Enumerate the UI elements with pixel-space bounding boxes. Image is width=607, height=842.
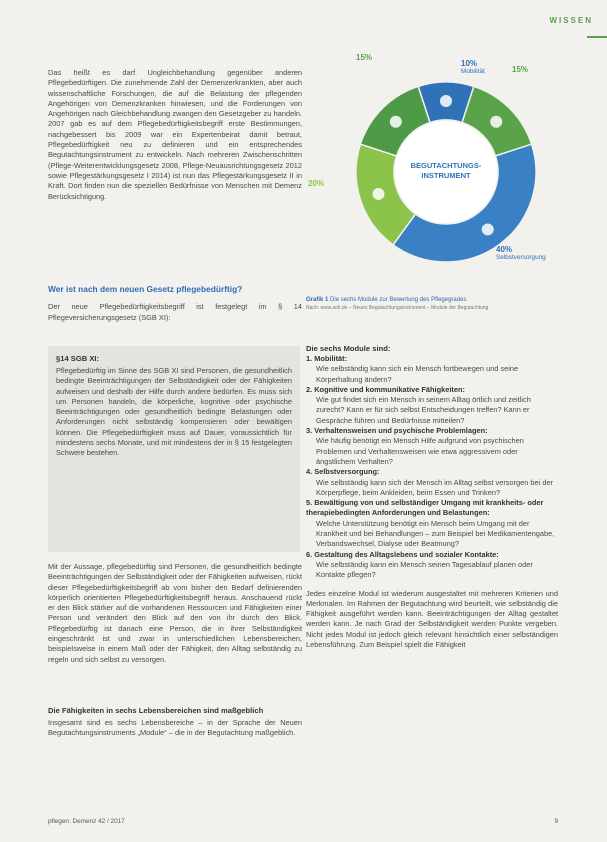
after-box-text-block bbox=[48, 562, 302, 665]
journal-name: pflegen: Demenz 42 / 2017 bbox=[48, 818, 125, 825]
module-description: Wie häufig benötigt ein Mensch Hilfe aufgrund von psychischen Problemen und Verhaltensweisen wie etwa aggressivem oder ängstlichem Verhalten? bbox=[316, 436, 524, 466]
label-slice-top-left bbox=[356, 54, 416, 62]
label-pct: 40% bbox=[496, 245, 513, 254]
label-slice-therapy bbox=[308, 180, 356, 188]
question-heading: Wer ist nach dem neuen Gesetz pflegebedürftig? bbox=[48, 284, 243, 294]
modules-list bbox=[306, 354, 558, 581]
label-pct: 15% bbox=[356, 53, 373, 62]
law-box bbox=[48, 346, 300, 552]
module-description: Welche Unterstützung benötigt ein Mensch beim Umgang mit der Krankheit und bei Behandlungen – zum Beispiel bei Medikamentengabe, Verbandswechsel, Dialyse oder Beatmung? bbox=[316, 518, 555, 549]
label-slice-cognitive bbox=[512, 66, 564, 74]
module-title: 6. Gestaltung des Alltagslebens und sozialer Kontakte: bbox=[306, 549, 499, 559]
module-title: 3. Verhaltensweisen und psychische Problemlagen: bbox=[306, 426, 488, 436]
label-pct: 15% bbox=[512, 65, 529, 74]
caption-label: Grafik 1 bbox=[306, 297, 329, 303]
section-header: WISSEN bbox=[549, 16, 593, 25]
after-box-paragraph: Mit der Aussage, pflegebedürftig sind Personen, die gesundheitlich bedingte Beeinträchtigungen der Selbständigkeit oder der Fähigkeiten aufweisen, rückt dieser Pflegebedürftigkeitsbegriff ab vom bisher den Bedarf definierenden körperlich orientierten Pflegebedürftigkeitsbegriff heraus. Anschauend rückt er den Blick stärker auf die vorhandenen Ressourcen und Fähigkeiten einer Person und verändert den Blick auf den von ihr durch den Blick. Pflegebedürftig ist danach eine Person, die in ihrer Selbständigkeit eingeschränkt ist und zwar in unterschiedlichen Lebensbereichen, beispielsweise in einem Maß oder der Fähigkeit, den Alltag selbständig zu regeln und sich selbst zu versorgen. bbox=[48, 562, 302, 664]
chart-title: BEGUTACHTUNGS-INSTRUMENT bbox=[410, 161, 482, 180]
label-text: Mobilität bbox=[461, 68, 485, 75]
intro-text-block bbox=[48, 68, 302, 202]
page-number: 9 bbox=[554, 818, 558, 825]
question-section bbox=[48, 284, 302, 323]
module-chart bbox=[306, 50, 566, 295]
module-title: 4. Selbstversorgung: bbox=[306, 467, 380, 477]
module-title: 1. Mobilität: bbox=[306, 354, 348, 363]
module-item bbox=[306, 467, 558, 498]
module-description: Wie selbständig kann ein Mensch seinen Tagesablauf planen oder Kontakte pflegen? bbox=[316, 559, 533, 580]
slice-icon bbox=[482, 223, 494, 235]
label-slice-mobility bbox=[461, 60, 511, 76]
module-title: 5. Bewältigung von und selbständiger Umgang mit krankheits- oder therapiebedingten Anforderungen und Belastungen: bbox=[306, 498, 544, 518]
law-box-text: Pflegebedürftig im Sinne des SGB XI sind Personen, die gesundheitlich bedingte Beeinträchtigungen der Selbständigkeit oder der Fähigkeiten aufweisen und deshalb der Hilfe durch andere bedürfen. Es muss sich um Personen handeln, die körperliche, kognitive oder psychische Beeinträchtigungen oder gesundheitlich bedingte Belastungen oder Anforderungen nicht selbständig kompensieren oder bewältigen können. Die Pflegebedürftigkeit muss auf Dauer, voraussichtlich für mindestens sechs Monate, und mit mindestens der in § 15 festgelegten Schwere bestehen. bbox=[56, 366, 292, 458]
caption-text: Die sechs Module zur Bewertung des Pflegegrades bbox=[330, 297, 467, 303]
label-pct: 20% bbox=[308, 179, 325, 188]
module-title: 2. Kognitive und kommunikative Fähigkeiten: bbox=[306, 384, 465, 394]
module-item bbox=[306, 498, 558, 549]
abilities-section bbox=[48, 706, 302, 739]
modules-heading: Die sechs Module sind: bbox=[306, 344, 391, 353]
module-description: Wie gut findet sich ein Mensch in seinem Alltag örtlich und zeitlich zurecht? Kann er für sich selbst Entscheidungen treffen? Kann er Gespräche führen und Bedürfnisse mitteilen? bbox=[316, 395, 531, 425]
module-description: Wie selbständig kann sich ein Mensch fortbewegen und seine Körperhaltung ändern? bbox=[316, 364, 519, 384]
label-pct: 10% bbox=[461, 59, 478, 68]
abilities-heading: Die Fähigkeiten in sechs Lebensbereichen sind maßgeblich bbox=[48, 706, 264, 715]
modules-section bbox=[306, 344, 558, 650]
intro-paragraph: Das heißt es darf Ungleichbehandlung gegenüber anderen Pflegebedürftigen. Die zunehmende Zahl der Demenzerkrankten, aber auch wissenschaftliche Forschungen, die auf die Belastung der pflegenden Angehörigen von Demenzkranken hinwiesen, und die Forderungen von Angehörigen nach Gleichbehandlung zwangen den Gesetzgeber zu handeln. 2007 gab es auf dem Pflegebedürftigkeitsbegriff erste Bestimmungen, nachgebessert bis 2009 war ein Expertenbeirat damit betraut, Pflegebedürftigkeit neu zu definieren und ein entsprechendes Begutachtungsinstrument zu entwickeln. Nach mehreren Zwischenschritten (Pflege-Weiterentwicklungsgesetz 2008, Pflege-Neuausrichtungsgesetz 2012 sowie Pflegestärkungsgesetz I 2014) ist nun das Pflegestärkungsgesetz II in Kraft. Dort finden nun die speziellen Bedürfnisse von Menschen mit Demenz Berücksichtigung. bbox=[48, 68, 302, 201]
module-description: Wie selbständig kann sich der Mensch im Alltag selbst versorgen bei der Körperpflege, beim Ankleiden, beim Essen und Trinken? bbox=[316, 477, 554, 497]
caption-source: Nach: www.aok.de – Neues Begutachtungsinstrument – Module der Begutachtung bbox=[306, 305, 489, 311]
module-item bbox=[306, 550, 558, 581]
page-footer bbox=[48, 818, 558, 825]
label-slice-selfcare bbox=[496, 246, 562, 262]
law-box-heading: §14 SGB XI: bbox=[56, 354, 100, 363]
slice-icon bbox=[390, 116, 402, 128]
abilities-text: Insgesamt sind es sechs Lebensbereiche – in der Sprache der Neuen Begutachtungsinstruments „Module“ – die in der Begutachtung maßgeblich. bbox=[48, 718, 302, 738]
question-text: Der neue Pflegebedürftigkeitsbegriff ist festgelegt im § 14 Pflegeversicherungsgesetz (SGB XI): bbox=[48, 302, 302, 322]
slice-icon bbox=[490, 116, 502, 128]
slice-icon bbox=[440, 95, 452, 107]
chart-caption bbox=[306, 296, 566, 312]
slice-icon bbox=[372, 188, 384, 200]
header-rule bbox=[587, 36, 607, 38]
modules-closing: Jedes einzelne Modul ist wiederum ausgestaltet mit mehreren Kriterien und Merkmalen. Im Rahmen der Begutachtung wird beurteilt, wie selbständig die Fähigkeit ausgeführt werden kann. Beeinträchtigungen der Alltag gestaltet werden kann. Je nach Grad der Selbständigkeit werden Punkte vergeben. Nicht jedes Modul ist jedoch gleich relevant hinsichtlich einer selbständigen Lebensführung. Zum Beispiel spielt die Fähigkeit bbox=[306, 588, 558, 650]
label-text: Selbstversorgung bbox=[496, 254, 546, 261]
module-item bbox=[306, 354, 558, 385]
module-item bbox=[306, 426, 558, 467]
module-item bbox=[306, 385, 558, 426]
